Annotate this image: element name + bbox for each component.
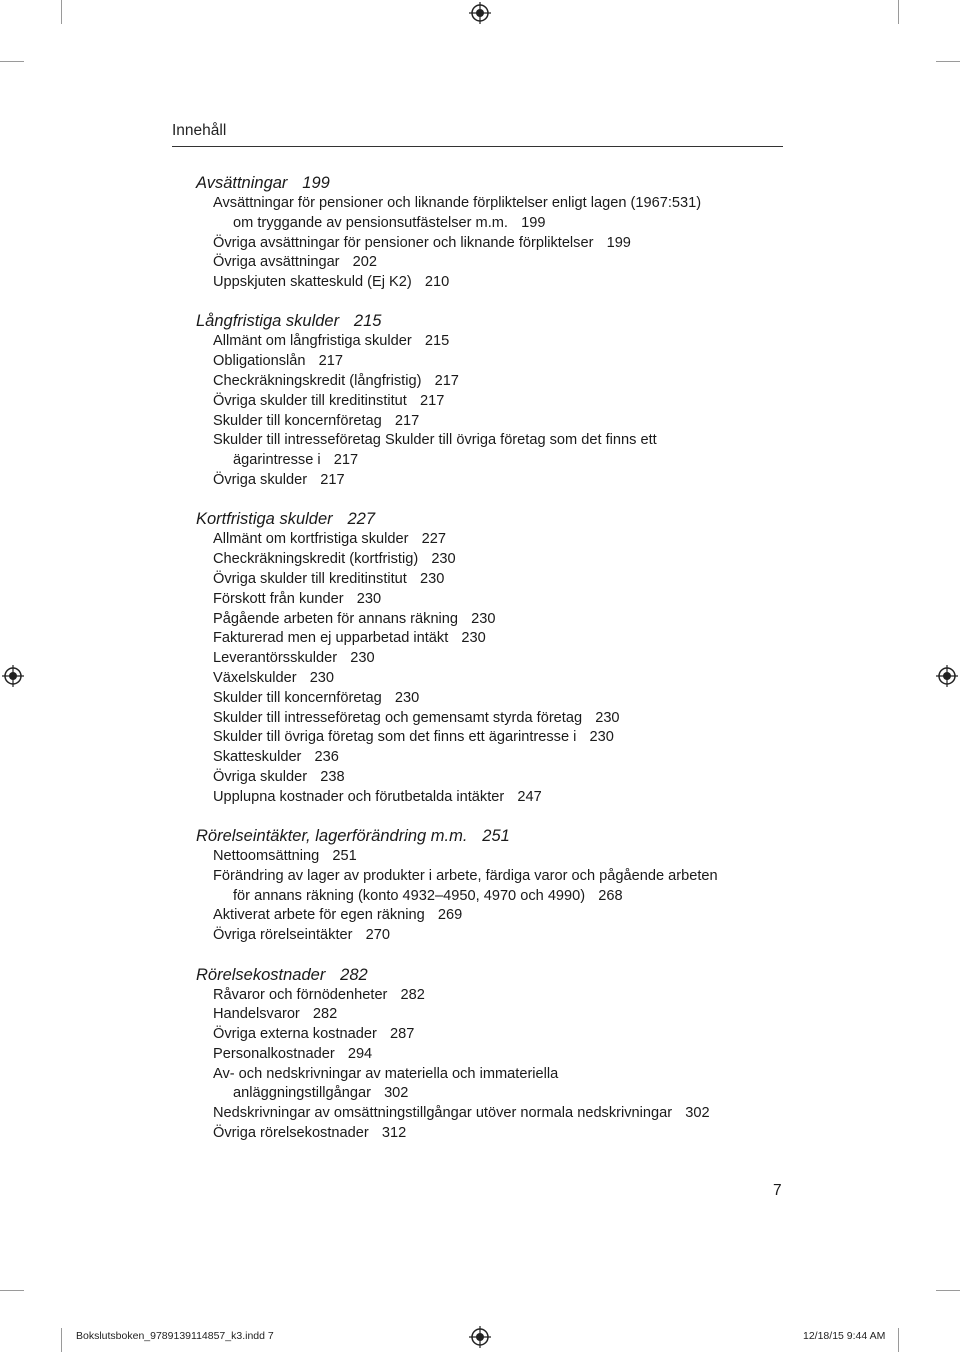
entry-text: Aktiverat arbete för egen räkning: [213, 907, 425, 924]
toc-entry: [213, 649, 796, 669]
section-items: [213, 332, 796, 490]
entry-text: Övriga skulder: [213, 472, 308, 489]
toc-entry: [213, 431, 796, 451]
section-title-text: Långfristiga skulder: [196, 312, 340, 331]
entry-page-number: 247: [517, 788, 542, 805]
entry-text: Växelskulder: [213, 669, 297, 686]
section-items: [213, 530, 796, 807]
toc-entry: [213, 709, 796, 729]
entry-text: Obligationslån: [213, 353, 306, 370]
entry-text: Förändring av lager av produkter i arbete, färdiga varor och pågående arbeten: [213, 867, 718, 884]
toc-section: [196, 509, 796, 807]
toc-entry: [213, 788, 796, 808]
entry-text: Övriga rörelsekostnader: [213, 1125, 369, 1142]
entry-page-number: 227: [421, 531, 446, 548]
entry-text: Skulder till koncernföretag: [213, 689, 382, 706]
crop-mark: [0, 1290, 24, 1291]
section-title-text: Kortfristiga skulder: [196, 510, 333, 529]
entry-page-number: 270: [365, 927, 390, 944]
toc-entry: [213, 1065, 796, 1085]
toc-entry: [213, 332, 796, 352]
registration-target-icon: [936, 665, 958, 687]
page-number: 7: [773, 1182, 782, 1199]
toc-section: [196, 311, 796, 490]
entry-page-number: 230: [461, 630, 486, 647]
entry-text: Skulder till övriga företag som det finns ett ägarintresse i: [213, 729, 577, 746]
entry-page-number: 199: [521, 214, 546, 231]
section-title: [196, 173, 796, 194]
entry-text: ägarintresse i: [233, 452, 321, 469]
footer-filename: Bokslutsboken_9789139114857_k3.indd 7: [76, 1330, 274, 1342]
entry-text: Övriga skulder: [213, 768, 308, 785]
crop-mark: [61, 0, 62, 24]
toc-entry-continuation: [213, 214, 796, 234]
entry-page-number: 215: [424, 333, 450, 350]
section-page-number: 227: [347, 510, 376, 529]
entry-text: Råvaror och förnödenheter: [213, 986, 388, 1003]
toc-section: [196, 965, 796, 1144]
entry-page-number: 238: [320, 768, 345, 785]
entry-text: Övriga rörelseintäkter: [213, 927, 353, 944]
crop-mark: [936, 61, 960, 62]
section-title-text: Avsättningar: [196, 174, 288, 192]
entry-page-number: 217: [394, 412, 420, 429]
toc-entry: [213, 372, 796, 392]
toc-section: [196, 173, 796, 293]
header-rule: [172, 146, 783, 147]
entry-text: Övriga avsättningar: [213, 254, 340, 271]
section-page-number: 282: [340, 965, 368, 984]
footer-datetime: 12/18/15 9:44 AM: [803, 1330, 886, 1342]
toc-entry: [213, 1005, 796, 1025]
entry-page-number: 230: [589, 729, 614, 746]
toc-entry: [213, 471, 796, 491]
toc-entry: [213, 906, 796, 926]
page-header: Innehåll: [172, 122, 227, 139]
toc-entry: [213, 926, 796, 946]
toc-entry: [213, 1124, 796, 1144]
entry-text: Allmänt om kortfristiga skulder: [213, 531, 409, 548]
entry-page-number: 217: [419, 392, 445, 409]
entry-text: anläggningstillgångar: [233, 1085, 371, 1102]
entry-page-number: 202: [352, 254, 378, 271]
entry-text: Nettoomsättning: [213, 848, 320, 865]
registration-target-icon: [469, 2, 491, 24]
section-page-number: 251: [482, 827, 510, 846]
entry-page-number: 230: [356, 590, 382, 607]
toc-entry: [213, 194, 796, 214]
entry-text: Pågående arbeten för annans räkning: [213, 610, 459, 627]
entry-text: Av- och nedskrivningar av materiella och immateriella: [213, 1065, 559, 1082]
entry-text: Handelsvaror: [213, 1006, 300, 1023]
toc-entry: [213, 728, 796, 748]
crop-mark: [61, 1328, 62, 1352]
toc-entry: [213, 234, 796, 254]
entry-text: Avsättningar för pensioner och liknande förpliktelser enligt lagen (1967:531): [213, 195, 702, 211]
entry-text: Leverantörsskulder: [213, 650, 338, 667]
entry-page-number: 230: [419, 570, 445, 587]
entry-page-number: 268: [598, 887, 623, 904]
entry-text: Nedskrivningar av omsättningstillgångar utöver normala nedskrivningar: [213, 1105, 673, 1122]
crop-mark: [936, 1290, 960, 1291]
entry-page-number: 251: [332, 848, 357, 865]
toc-entry: [213, 867, 796, 887]
entry-page-number: 302: [384, 1085, 409, 1102]
entry-page-number: 269: [437, 907, 463, 924]
toc-entry: [213, 412, 796, 432]
entry-text: Upplupna kostnader och förutbetalda intäkter: [213, 788, 505, 805]
toc-entry: [213, 748, 796, 768]
entry-text: Skatteskulder: [213, 749, 302, 766]
entry-page-number: 294: [347, 1045, 373, 1062]
entry-text: Uppskjuten skatteskuld (Ej K2): [213, 274, 412, 291]
section-title-text: Rörelsekostnader: [196, 965, 326, 984]
entry-text: Personalkostnader: [213, 1045, 335, 1062]
entry-page-number: 199: [606, 234, 631, 251]
entry-page-number: 217: [434, 373, 459, 390]
entry-page-number: 287: [389, 1026, 415, 1043]
toc-entry: [213, 590, 796, 610]
entry-page-number: 230: [595, 709, 620, 726]
registration-target-icon: [2, 665, 24, 687]
entry-text: Checkräkningskredit (långfristig): [213, 373, 422, 390]
toc-section: [196, 826, 796, 946]
toc-entry: [213, 629, 796, 649]
toc-entry: [213, 1104, 796, 1124]
entry-text: Övriga skulder till kreditinstitut: [213, 392, 407, 409]
crop-mark: [0, 61, 24, 62]
entry-page-number: 302: [685, 1105, 710, 1122]
crop-mark: [898, 0, 899, 24]
section-page-number: 215: [353, 312, 382, 331]
entry-page-number: 282: [400, 986, 425, 1003]
toc-entry: [213, 610, 796, 630]
toc-entry-continuation: [213, 451, 796, 471]
entry-text: Checkräkningskredit (kortfristig): [213, 551, 419, 568]
entry-text: Skulder till intresseföretag Skulder till övriga företag som det finns ett: [213, 432, 657, 449]
entry-text: för annans räkning (konto 4932–4950, 4970 och 4990): [233, 887, 586, 904]
registration-target-icon: [469, 1326, 491, 1348]
section-title: [196, 509, 796, 530]
entry-page-number: 230: [394, 689, 420, 706]
toc-entry-continuation: [213, 887, 796, 907]
entry-text: Övriga skulder till kreditinstitut: [213, 570, 407, 587]
entry-text: Skulder till intresseföretag och gemensamt styrda företag: [213, 709, 583, 726]
entry-text: Övriga avsättningar för pensioner och liknande förpliktelser: [213, 234, 594, 251]
section-title: [196, 965, 796, 986]
entry-page-number: 230: [350, 650, 375, 667]
toc-entry: [213, 768, 796, 788]
entry-text: Allmänt om långfristiga skulder: [213, 333, 412, 350]
entry-page-number: 230: [471, 610, 496, 627]
entry-page-number: 230: [431, 551, 456, 568]
crop-mark: [898, 1328, 899, 1352]
entry-page-number: 282: [312, 1006, 338, 1023]
section-title: [196, 826, 796, 847]
toc-entry: [213, 530, 796, 550]
entry-text: Skulder till koncernföretag: [213, 412, 382, 429]
entry-text: Övriga externa kostnader: [213, 1026, 377, 1043]
toc-entry-continuation: [213, 1084, 796, 1104]
toc-entry: [213, 570, 796, 590]
toc-entry: [213, 273, 796, 293]
toc-entry: [213, 253, 796, 273]
toc-entry: [213, 550, 796, 570]
entry-page-number: 236: [314, 749, 339, 766]
toc-entry: [213, 669, 796, 689]
entry-page-number: 230: [309, 669, 335, 686]
entry-page-number: 210: [424, 274, 450, 291]
toc-entry: [213, 392, 796, 412]
entry-text: om tryggande av pensionsutfästelser m.m.: [233, 214, 508, 231]
entry-page-number: 217: [333, 452, 359, 469]
section-title-text: Rörelseintäkter, lagerförändring m.m.: [196, 827, 468, 846]
entry-text: Förskott från kunder: [213, 590, 344, 607]
toc-entry: [213, 689, 796, 709]
toc-entry: [213, 986, 796, 1006]
section-items: [213, 847, 796, 946]
toc-entry: [213, 1045, 796, 1065]
entry-text: Fakturerad men ej upparbetad intäkt: [213, 630, 449, 647]
section-page-number: 199: [302, 174, 330, 192]
entry-page-number: 217: [320, 472, 345, 489]
entry-page-number: 217: [318, 353, 343, 370]
toc-entry: [213, 352, 796, 372]
toc-entry: [213, 847, 796, 867]
section-items: [213, 194, 796, 293]
toc-entry: [213, 1025, 796, 1045]
table-of-contents: [196, 173, 796, 1162]
section-title: [196, 311, 796, 332]
section-items: [213, 986, 796, 1144]
entry-page-number: 312: [381, 1125, 407, 1142]
